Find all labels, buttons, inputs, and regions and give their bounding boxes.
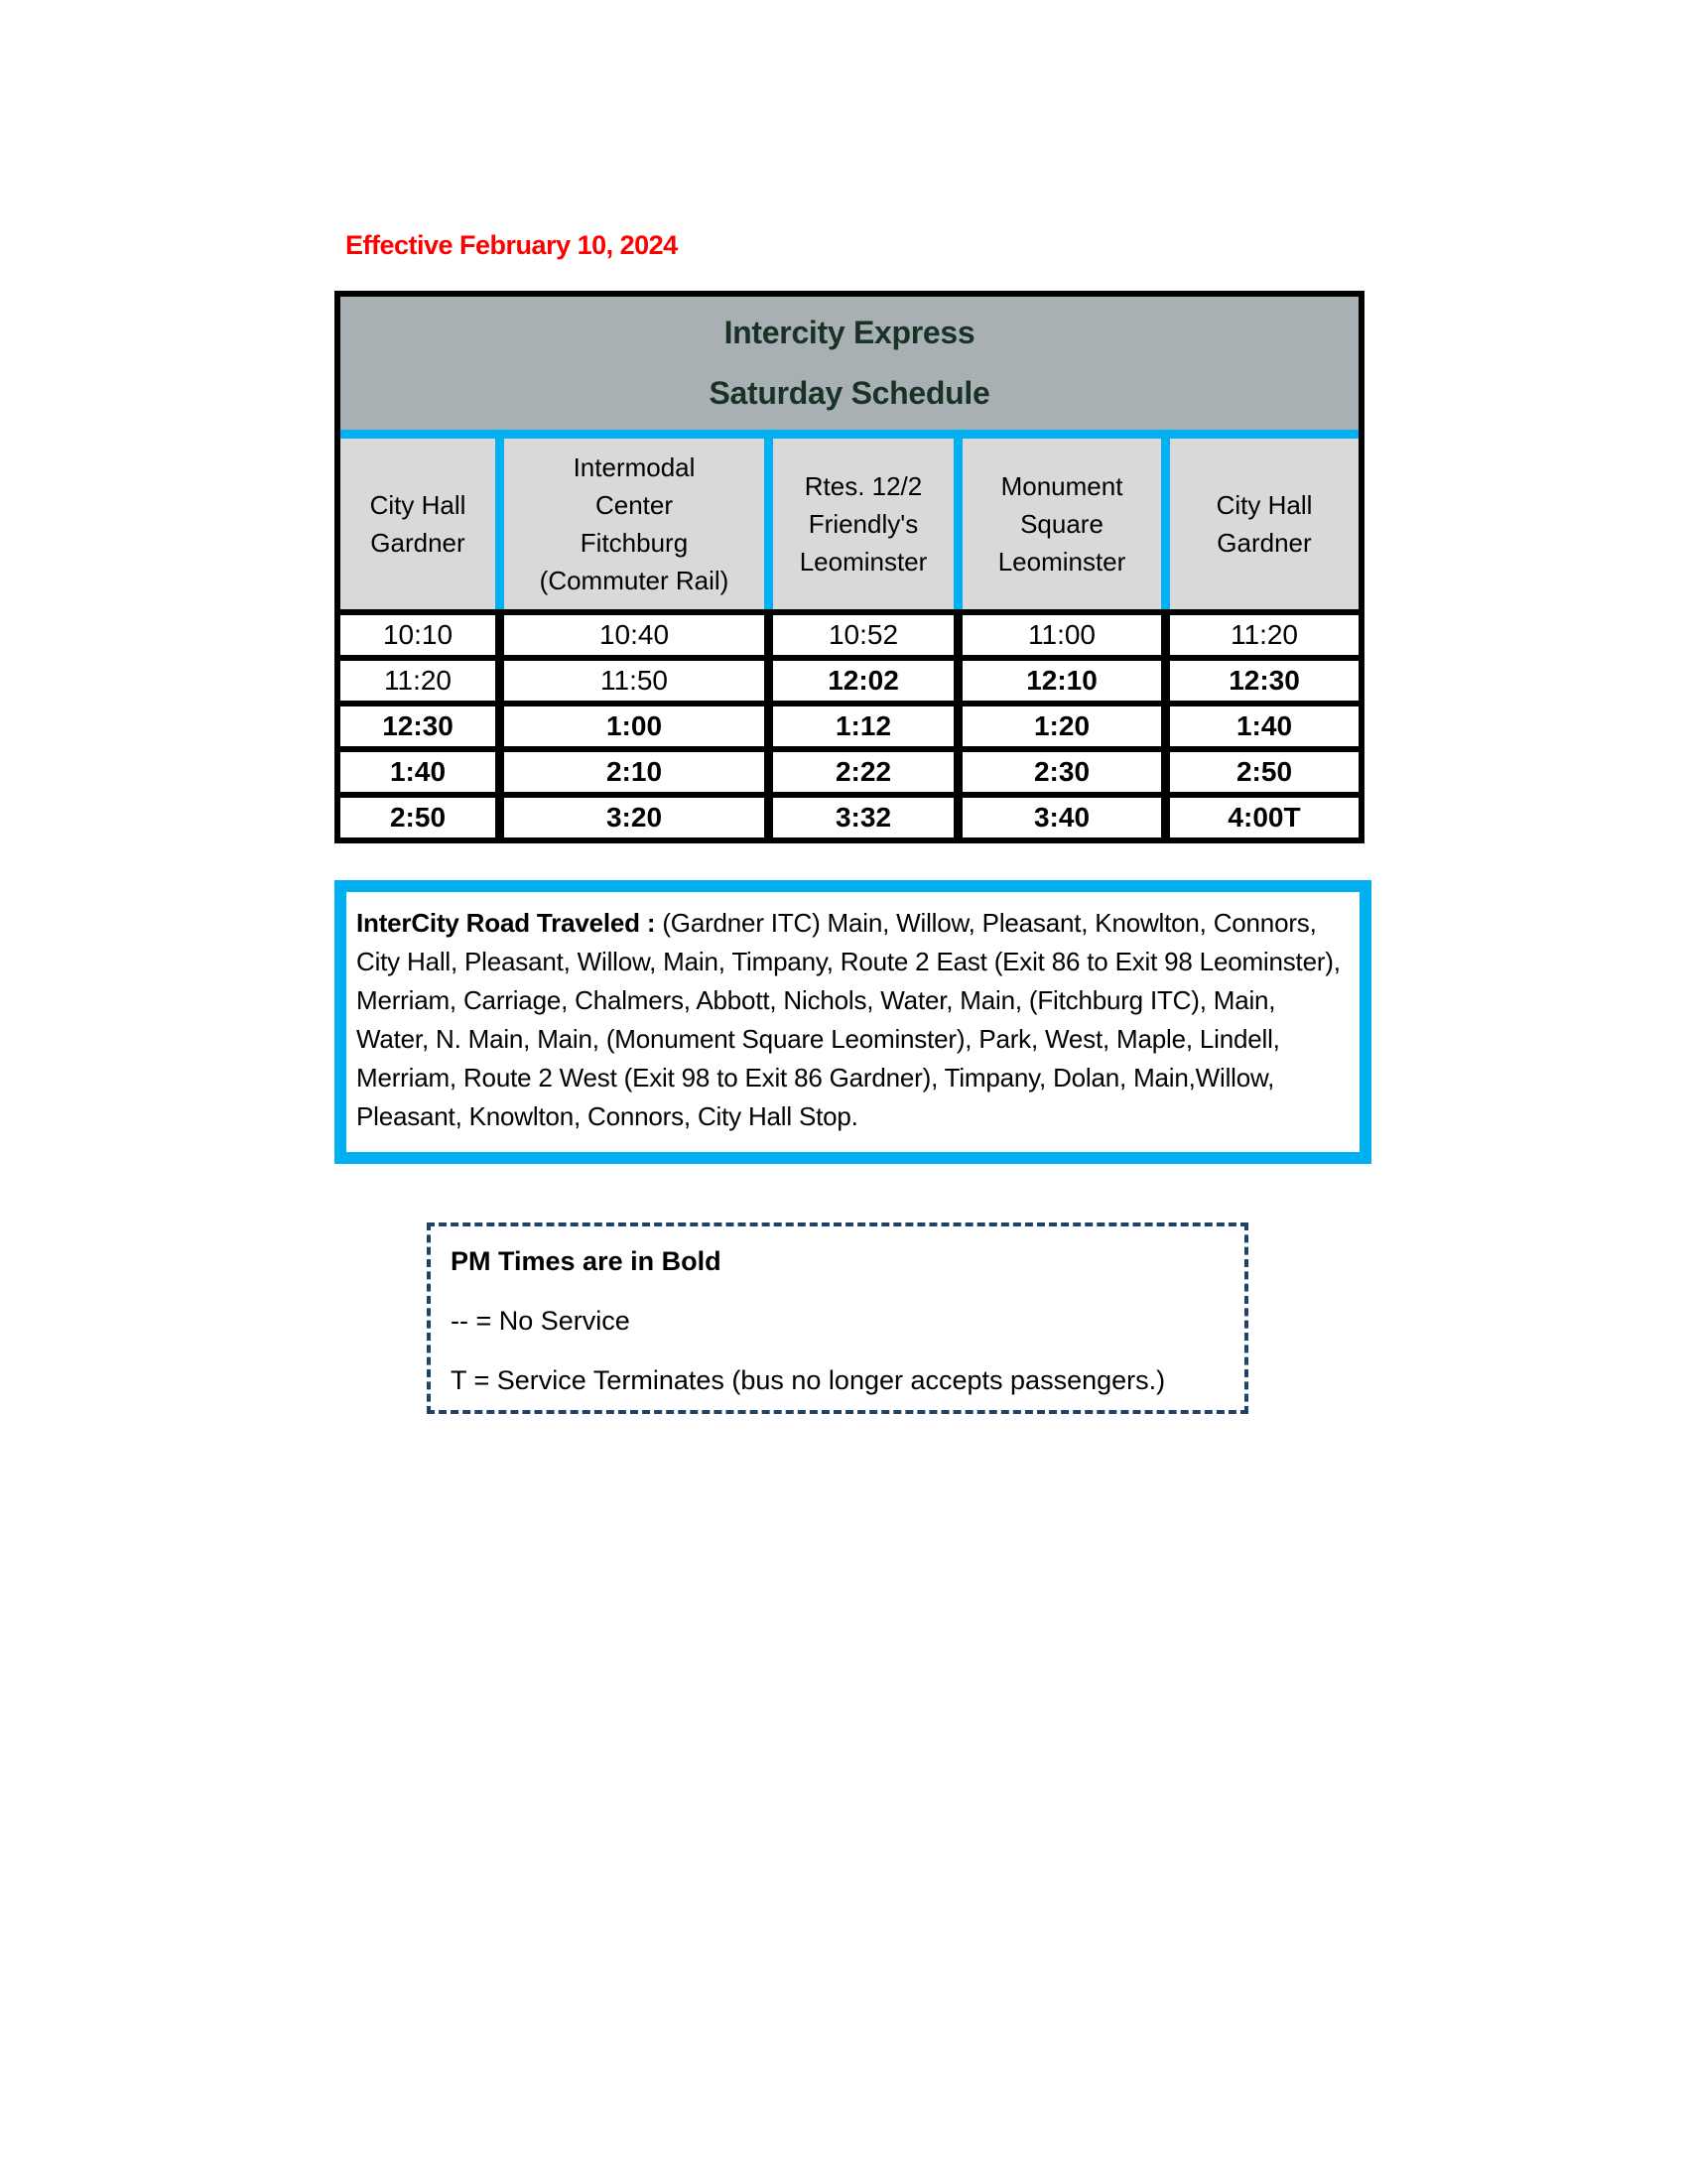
time-cell: 1:00 <box>495 707 764 746</box>
time-cell: 12:02 <box>764 661 954 701</box>
column-header-2: Intermodal Center Fitchburg (Commuter Rail) <box>495 439 764 609</box>
time-cell: 3:32 <box>764 798 954 837</box>
time-cell: 1:20 <box>954 707 1161 746</box>
time-cell: 12:10 <box>954 661 1161 701</box>
time-cell: 3:20 <box>495 798 764 837</box>
schedule-row-5 <box>340 792 1359 837</box>
time-cell: 2:50 <box>1161 752 1359 792</box>
schedule-row-2 <box>340 655 1359 701</box>
schedule-row-1 <box>340 609 1359 655</box>
legend-terminates: T = Service Terminates (bus no longer accepts passengers.) <box>451 1365 1166 1395</box>
schedule-table <box>334 291 1364 843</box>
time-cell: 10:52 <box>764 615 954 655</box>
time-cell: 10:10 <box>340 615 495 655</box>
table-subtitle: Saturday Schedule <box>709 375 990 411</box>
table-title: Intercity Express <box>723 315 975 350</box>
legend-box <box>427 1222 1248 1414</box>
time-cell: 1:40 <box>340 752 495 792</box>
cyan-divider <box>340 430 1359 439</box>
legend-pm-note: PM Times are in Bold <box>451 1246 721 1276</box>
time-cell: 2:50 <box>340 798 495 837</box>
time-cell: 11:20 <box>340 661 495 701</box>
effective-date: Effective February 10, 2024 <box>345 230 678 260</box>
column-header-4: Monument Square Leominster <box>954 439 1161 609</box>
time-cell: 3:40 <box>954 798 1161 837</box>
schedule-row-3 <box>340 701 1359 746</box>
column-header-3: Rtes. 12/2 Friendly's Leominster <box>764 439 954 609</box>
table-header-row <box>340 439 1359 609</box>
schedule-row-4 <box>340 746 1359 792</box>
column-header-5: City Hall Gardner <box>1161 439 1359 609</box>
table-body <box>340 609 1359 837</box>
road-traveled-label: InterCity Road Traveled : <box>356 908 656 938</box>
time-cell: 12:30 <box>340 707 495 746</box>
time-cell: 2:10 <box>495 752 764 792</box>
table-title-block <box>340 297 1359 430</box>
time-cell: 1:12 <box>764 707 954 746</box>
time-cell: 1:40 <box>1161 707 1359 746</box>
time-cell: 11:50 <box>495 661 764 701</box>
legend-no-service: -- = No Service <box>451 1306 630 1336</box>
time-cell: 4:00T <box>1161 798 1359 837</box>
time-cell: 2:30 <box>954 752 1161 792</box>
time-cell: 12:30 <box>1161 661 1359 701</box>
road-traveled-text: (Gardner ITC) Main, Willow, Pleasant, Knowlton, Connors, City Hall, Pleasant, Willow, Main, Timpany, Route 2 East (Exit 86 to Exit 98 Leominster), Merriam, Carriage, Chalmers, Abbott, Nichols, Water, Main, (Fitchburg ITC), Main, Water, N. Main, Main, (Monument Square Leominster), Park, West, Maple, Lindell, Merriam, Route 2 West (Exit 98 to Exit 86 Gardner), Timpany, Dolan, Main,Willow, Pleasant, Knowlton, Connors, City Hall Stop. <box>356 908 1341 1131</box>
road-traveled-box <box>334 880 1371 1164</box>
column-header-1: City Hall Gardner <box>340 439 495 609</box>
time-cell: 11:20 <box>1161 615 1359 655</box>
time-cell: 2:22 <box>764 752 954 792</box>
time-cell: 11:00 <box>954 615 1161 655</box>
time-cell: 10:40 <box>495 615 764 655</box>
